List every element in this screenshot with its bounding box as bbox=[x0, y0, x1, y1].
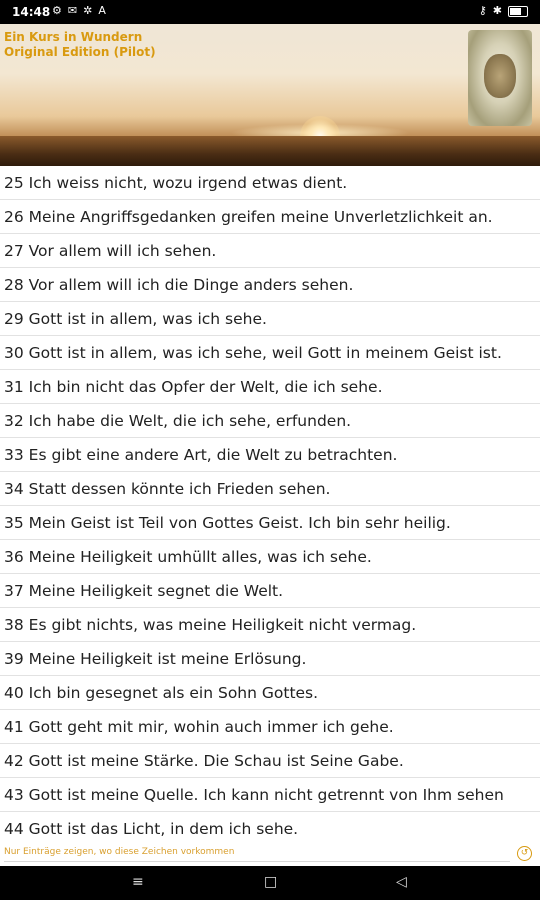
bluetooth-icon: ✱ bbox=[492, 4, 502, 17]
list-item[interactable]: 30 Gott ist in allem, was ich sehe, weil Gott in meinem Geist ist. bbox=[0, 336, 540, 370]
list-item[interactable]: 31 Ich bin nicht das Opfer der Welt, die ich sehe. bbox=[0, 370, 540, 404]
list-item[interactable]: 34 Statt dessen könnte ich Frieden sehen. bbox=[0, 472, 540, 506]
list-item[interactable]: 33 Es gibt eine andere Art, die Welt zu betrachten. bbox=[0, 438, 540, 472]
list-item[interactable]: 25 Ich weiss nicht, wozu irgend etwas dient. bbox=[0, 166, 540, 200]
back-button[interactable]: ◁ bbox=[396, 874, 407, 890]
list-item[interactable]: 40 Ich bin gesegnet als ein Sohn Gottes. bbox=[0, 676, 540, 710]
key-icon: ⚷ bbox=[478, 4, 487, 17]
app-title-line2: Original Edition (Pilot) bbox=[4, 45, 156, 59]
filter-input[interactable]: Nur Einträge zeigen, wo diese Zeichen vorkommen bbox=[4, 847, 235, 857]
list-item[interactable]: 28 Vor allem will ich die Dinge anders sehen. bbox=[0, 268, 540, 302]
list-item[interactable]: 41 Gott geht mit mir, wohin auch immer ich gehe. bbox=[0, 710, 540, 744]
system-navigation-bar bbox=[0, 866, 540, 900]
list-item[interactable]: 36 Meine Heiligkeit umhüllt alles, was ich sehe. bbox=[0, 540, 540, 574]
face-graphic bbox=[484, 54, 516, 98]
list-item[interactable]: 42 Gott ist meine Stärke. Die Schau ist Seine Gabe. bbox=[0, 744, 540, 778]
pinwheel-icon: ✲ bbox=[83, 4, 93, 17]
list-item[interactable]: 29 Gott ist in allem, was ich sehe. bbox=[0, 302, 540, 336]
list-item[interactable]: 37 Meine Heiligkeit segnet die Welt. bbox=[0, 574, 540, 608]
list-item[interactable]: 26 Meine Angriffsgedanken greifen meine Unverletzlichkeit an. bbox=[0, 200, 540, 234]
home-button[interactable]: □ bbox=[264, 874, 278, 890]
list-item[interactable]: 44 Gott ist das Licht, in dem ich sehe. bbox=[0, 812, 540, 842]
filter-bar bbox=[0, 842, 540, 866]
list-item[interactable]: 27 Vor allem will ich sehen. bbox=[0, 234, 540, 268]
list-item[interactable]: 39 Meine Heiligkeit ist meine Erlösung. bbox=[0, 642, 540, 676]
status-time: 14:48 bbox=[12, 5, 51, 19]
lesson-list[interactable] bbox=[0, 166, 540, 842]
status-bar bbox=[0, 0, 540, 24]
font-icon: A bbox=[98, 4, 106, 17]
horizon-landscape bbox=[0, 136, 540, 166]
clear-filter-icon[interactable]: ↺ bbox=[517, 846, 532, 861]
app-header-banner bbox=[0, 24, 540, 166]
gear-icon: ⚙ bbox=[52, 4, 62, 17]
list-item[interactable]: 32 Ich habe die Welt, die ich sehe, erfunden. bbox=[0, 404, 540, 438]
list-item[interactable]: 38 Es gibt nichts, was meine Heiligkeit nicht vermag. bbox=[0, 608, 540, 642]
battery-icon bbox=[508, 6, 528, 17]
portrait-image bbox=[468, 30, 532, 126]
filter-underline bbox=[4, 861, 510, 862]
list-item[interactable]: 43 Gott ist meine Quelle. Ich kann nicht getrennt von Ihm sehen bbox=[0, 778, 540, 812]
recent-apps-button[interactable]: ≡ bbox=[132, 874, 144, 890]
list-item[interactable]: 35 Mein Geist ist Teil von Gottes Geist. Ich bin sehr heilig. bbox=[0, 506, 540, 540]
app-title-line1: Ein Kurs in Wundern bbox=[4, 30, 143, 44]
message-icon: ✉ bbox=[67, 4, 78, 17]
